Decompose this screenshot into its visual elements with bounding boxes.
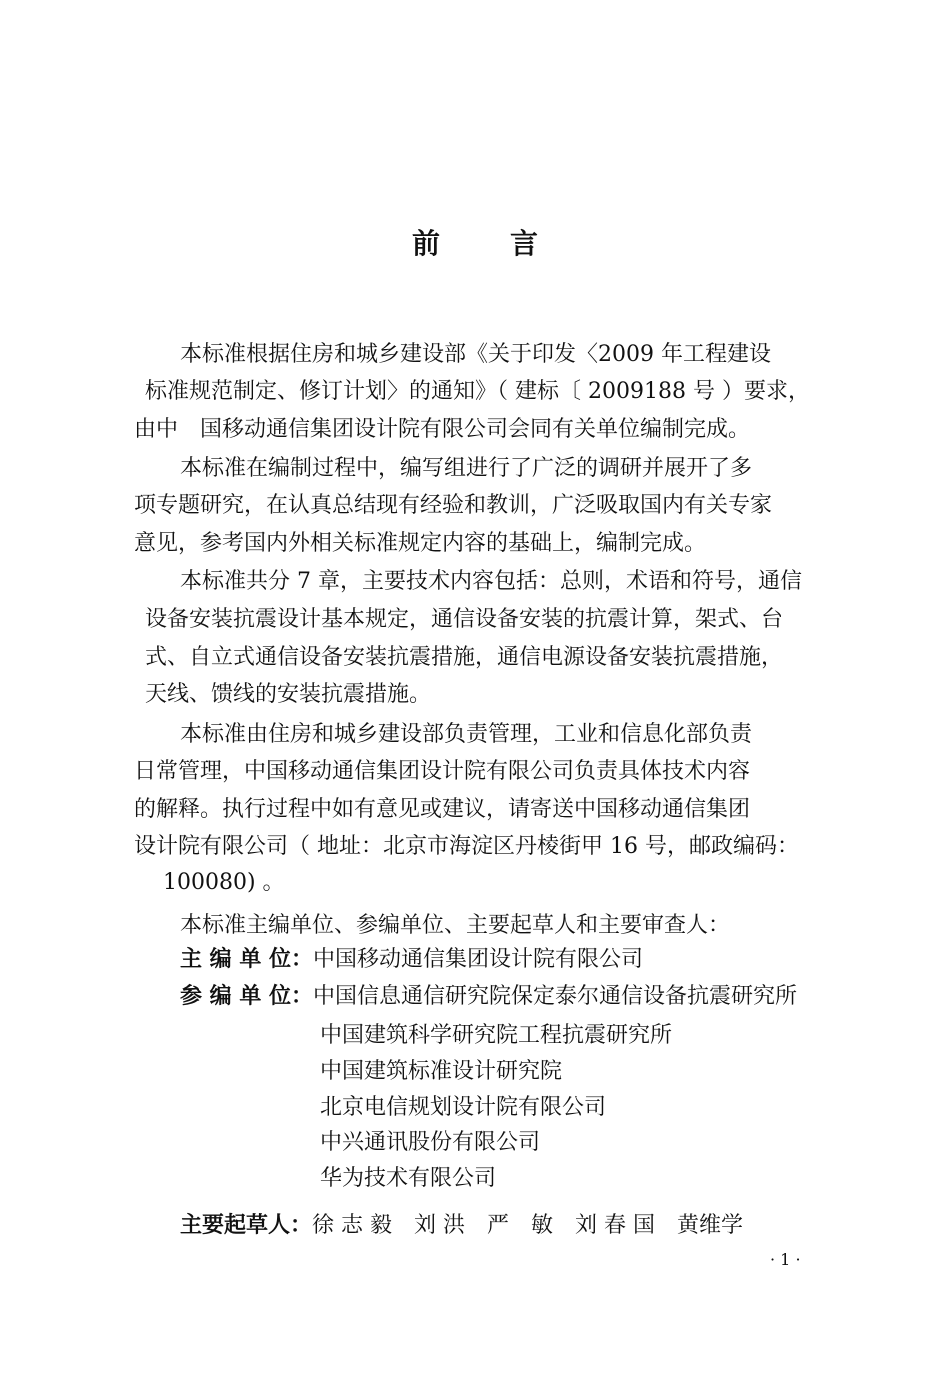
- paragraph-4-line-4: 设计院有限公司（ 地址：北京市海淀区丹棱街甲 16 号，邮政编码：: [134, 834, 799, 859]
- title-char-1: 前: [411, 227, 440, 260]
- paragraph-3-line-3: 式、自立式通信设备安装抗震措施，通信电源设备安装抗震措施，: [145, 645, 784, 670]
- paragraph-3-line-4: 天线、馈线的安装抗震措施。: [145, 682, 432, 707]
- paragraph-4-line-2: 日常管理，中国移动通信集团设计院有限公司负责具体技术内容: [134, 759, 751, 784]
- paragraph-1-line-3: 由中 国移动通信集团设计院有限公司会同有关单位编制完成。: [134, 417, 751, 442]
- units-intro: 本标准主编单位、参编单位、主要起草人和主要审查人：: [180, 913, 731, 938]
- participating-unit-label: 参 编 单 位：: [180, 984, 313, 1009]
- participating-unit-value: 北京电信规划设计院有限公司: [320, 1095, 607, 1120]
- participating-unit-value: 华为技术有限公司: [320, 1166, 497, 1191]
- chief-unit-value: 中国移动通信集团设计院有限公司: [312, 947, 643, 972]
- participating-unit-value: 中国建筑标准设计研究院: [320, 1059, 563, 1084]
- participating-unit-value: 中国信息通信研究院保定泰尔通信设备抗震研究所: [312, 984, 797, 1009]
- paragraph-2-line-1: 本标准在编制过程中，编写组进行了广泛的调研并展开了多: [180, 456, 753, 481]
- participating-unit-row: [180, 982, 797, 1012]
- drafters-value: 徐 志 毅 刘 洪 严 敏 刘 春 国 黄维学: [312, 1213, 743, 1238]
- participating-unit-value: 中兴通讯股份有限公司: [320, 1130, 541, 1155]
- page-number: · 1 ·: [770, 1250, 801, 1269]
- paragraph-4-line-5: 100080) 。: [163, 870, 285, 895]
- drafters-row: [180, 1211, 743, 1241]
- paragraph-3-line-1: 本标准共分 7 章，主要技术内容包括：总则，术语和符号，通信: [180, 569, 802, 594]
- paragraph-1-line-2: 标准规范制定、修订计划〉的通知》（ 建标〔 2009188 号 ）要求，: [145, 379, 810, 404]
- paragraph-2-line-2: 项专题研究，在认真总结现有经验和教训，广泛吸取国内有关专家: [134, 493, 773, 518]
- paragraph-4-line-3: 的解释。执行过程中如有意见或建议，请寄送中国移动通信集团: [134, 797, 751, 822]
- page-title: [0, 222, 950, 262]
- participating-unit-value: 中国建筑科学研究院工程抗震研究所: [320, 1023, 673, 1048]
- drafters-label: 主要起草人：: [180, 1213, 313, 1238]
- paragraph-1-line-1: 本标准根据住房和城乡建设部《关于印发〈2009 年工程建设: [180, 342, 771, 367]
- chief-unit-row: [180, 945, 643, 975]
- paragraph-3-line-2: 设备安装抗震设计基本规定，通信设备安装的抗震计算，架式、台: [145, 607, 784, 632]
- title-char-2: 言: [510, 227, 539, 260]
- chief-unit-label: 主 编 单 位：: [180, 947, 313, 972]
- paragraph-4-line-1: 本标准由住房和城乡建设部负责管理，工业和信息化部负责: [180, 722, 753, 747]
- paragraph-2-line-3: 意见，参考国内外相关标准规定内容的基础上，编制完成。: [134, 531, 707, 556]
